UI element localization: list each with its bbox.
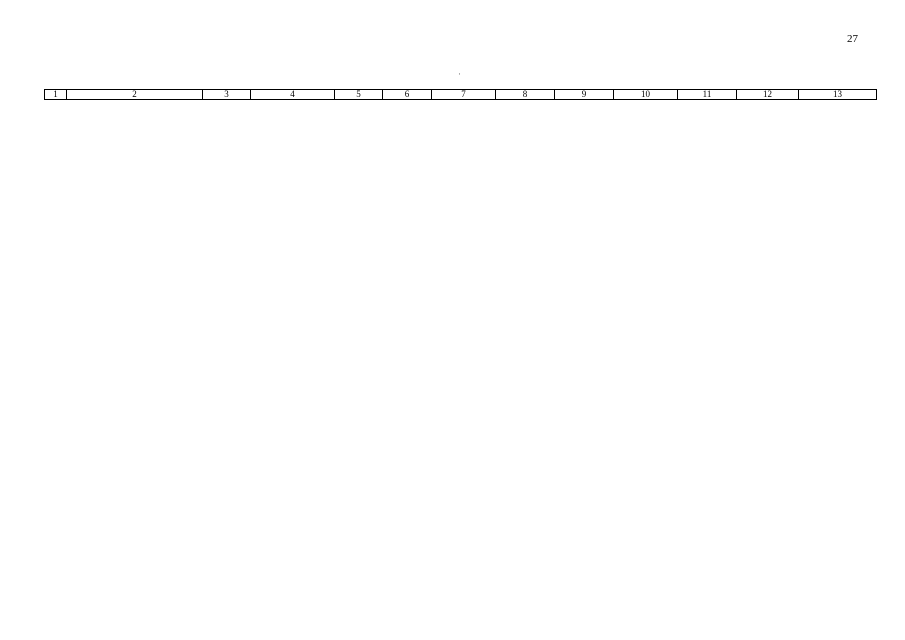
page-number: 27 [847, 33, 858, 45]
header-col-10: 10 [614, 90, 678, 100]
header-col-1: 1 [45, 90, 67, 100]
header-col-3: 3 [203, 90, 251, 100]
header-col-12: 12 [737, 90, 799, 100]
header-row [45, 90, 877, 100]
header-col-6: 6 [383, 90, 432, 100]
header-col-9: 9 [555, 90, 614, 100]
header-col-7: 7 [432, 90, 496, 100]
header-col-13: 13 [799, 90, 877, 100]
header-col-4: 4 [251, 90, 335, 100]
budget-table [44, 89, 877, 100]
header-col-2: 2 [67, 90, 203, 100]
header-col-8: 8 [496, 90, 555, 100]
header-col-11: 11 [678, 90, 737, 100]
scan-dot: · [458, 69, 461, 79]
header-col-5: 5 [335, 90, 383, 100]
